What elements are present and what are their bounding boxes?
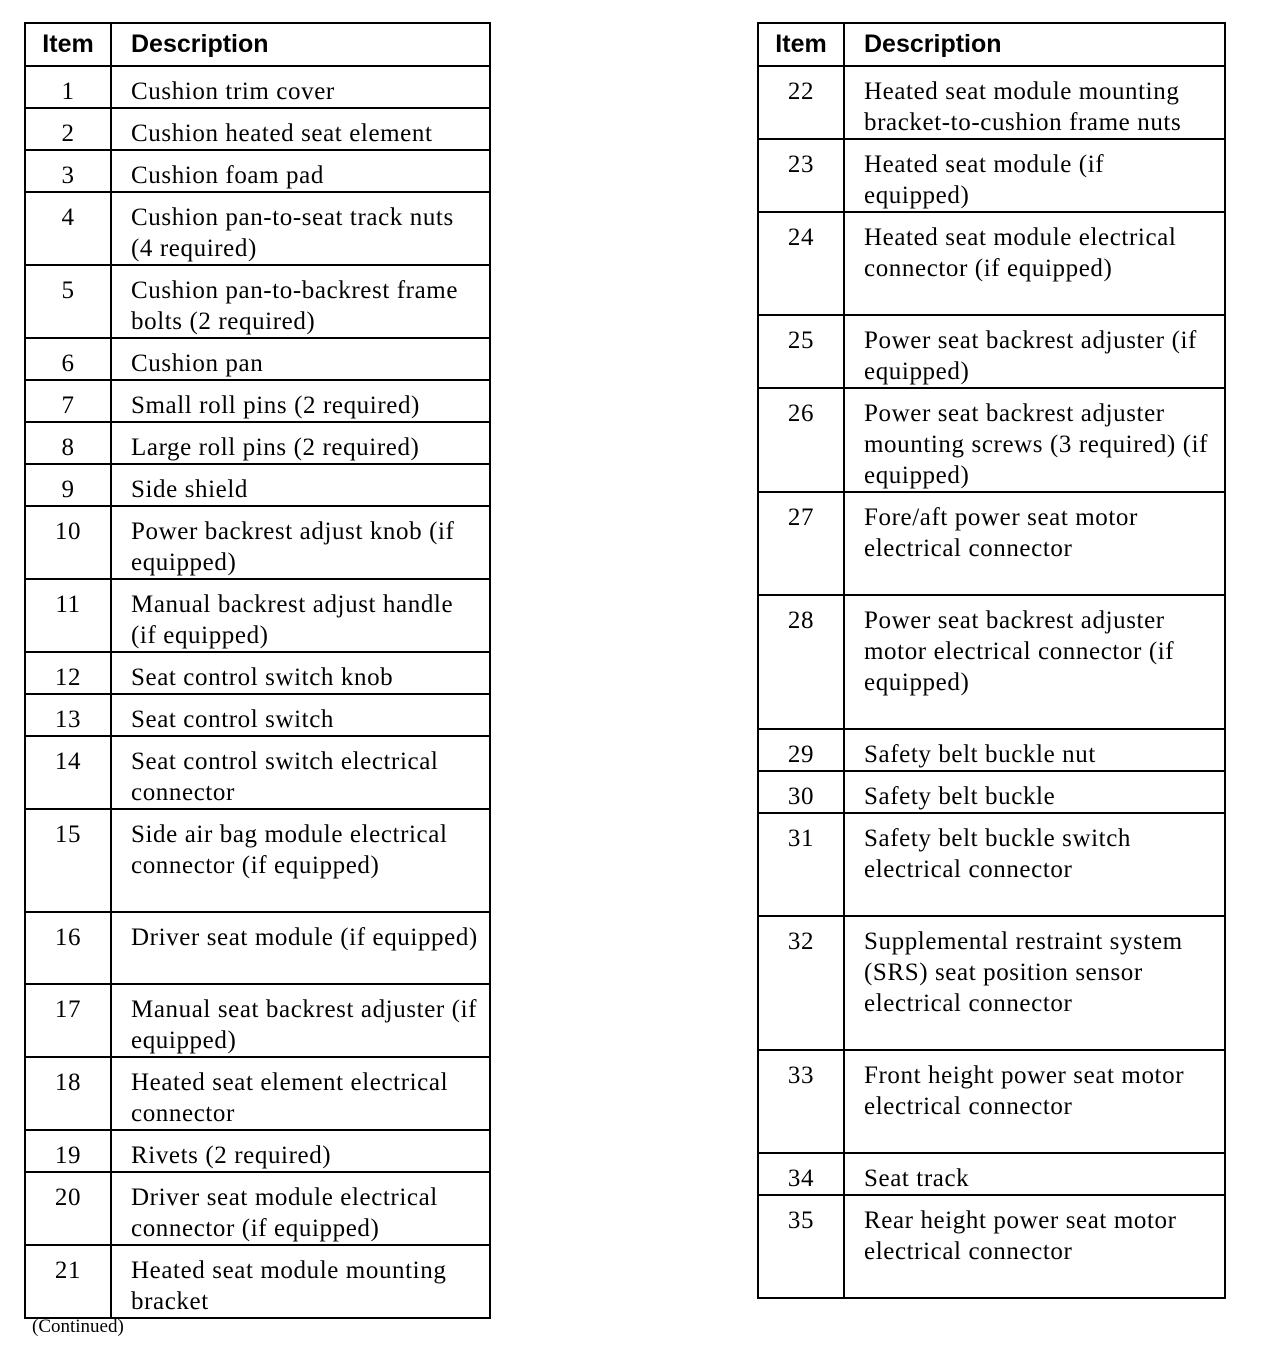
item-description: Side air bag module electrical connector (if equipped)	[111, 809, 490, 912]
item-description: Manual backrest adjust handle (if equipped)	[111, 579, 490, 652]
table-row	[25, 265, 490, 338]
item-description: Manual seat backrest adjuster (if equipped)	[111, 984, 490, 1057]
table-header-row	[758, 23, 1225, 66]
table-row	[758, 66, 1225, 139]
table-row	[25, 338, 490, 380]
item-column-header: Item	[25, 23, 111, 66]
parts-table-left	[24, 22, 491, 1319]
table-row	[758, 492, 1225, 595]
table-row	[25, 66, 490, 108]
item-number: 30	[758, 771, 844, 813]
table-row	[25, 506, 490, 579]
item-description: Heated seat module mounting bracket	[111, 1245, 490, 1318]
item-number: 26	[758, 388, 844, 492]
item-description: Cushion pan-to-seat track nuts (4 required)	[111, 192, 490, 265]
table-row	[758, 315, 1225, 388]
table-row	[758, 212, 1225, 315]
item-number: 16	[25, 912, 111, 984]
item-number: 7	[25, 380, 111, 422]
item-number: 3	[25, 150, 111, 192]
item-number: 33	[758, 1050, 844, 1153]
item-description: Cushion pan	[111, 338, 490, 380]
table-row	[25, 809, 490, 912]
item-description: Cushion heated seat element	[111, 108, 490, 150]
table-row	[25, 1057, 490, 1130]
item-number: 12	[25, 652, 111, 694]
item-description: Heated seat module electrical connector (if equipped)	[844, 212, 1225, 315]
item-description: Safety belt buckle	[844, 771, 1225, 813]
item-description: Seat control switch	[111, 694, 490, 736]
item-description: Power seat backrest adjuster (if equipped)	[844, 315, 1225, 388]
table-row	[758, 388, 1225, 492]
item-number: 19	[25, 1130, 111, 1172]
item-number: 8	[25, 422, 111, 464]
item-number: 29	[758, 729, 844, 771]
item-number: 4	[25, 192, 111, 265]
table-row	[25, 652, 490, 694]
item-number: 5	[25, 265, 111, 338]
item-number: 32	[758, 916, 844, 1050]
item-description: Driver seat module (if equipped)	[111, 912, 490, 984]
description-column-header: Description	[111, 23, 490, 66]
table-row	[25, 1245, 490, 1318]
item-description: Safety belt buckle nut	[844, 729, 1225, 771]
item-number: 17	[25, 984, 111, 1057]
table-row	[758, 813, 1225, 916]
item-description: Fore/aft power seat motor electrical connector	[844, 492, 1225, 595]
item-number: 15	[25, 809, 111, 912]
item-description: Seat control switch electrical connector	[111, 736, 490, 809]
item-description: Front height power seat motor electrical connector	[844, 1050, 1225, 1153]
table-row	[758, 139, 1225, 212]
item-number: 9	[25, 464, 111, 506]
continued-note: (Continued)	[32, 1316, 124, 1337]
item-number: 2	[25, 108, 111, 150]
item-number: 10	[25, 506, 111, 579]
item-number: 35	[758, 1195, 844, 1298]
table-row	[25, 912, 490, 984]
item-number: 27	[758, 492, 844, 595]
table-row	[758, 1153, 1225, 1195]
item-description: Heated seat module mounting bracket-to-cushion frame nuts	[844, 66, 1225, 139]
parts-table-right	[757, 22, 1226, 1299]
table-row	[25, 108, 490, 150]
item-description: Power seat backrest adjuster motor electrical connector (if equipped)	[844, 595, 1225, 729]
item-number: 25	[758, 315, 844, 388]
item-description: Power backrest adjust knob (if equipped)	[111, 506, 490, 579]
table-row	[25, 1172, 490, 1245]
table-row	[25, 736, 490, 809]
item-description: Small roll pins (2 required)	[111, 380, 490, 422]
item-description: Supplemental restraint system (SRS) seat position sensor electrical connector	[844, 916, 1225, 1050]
item-number: 1	[25, 66, 111, 108]
item-number: 23	[758, 139, 844, 212]
table-row	[758, 1195, 1225, 1298]
item-description: Rivets (2 required)	[111, 1130, 490, 1172]
table-row	[758, 1050, 1225, 1153]
item-column-header: Item	[758, 23, 844, 66]
table-row	[758, 771, 1225, 813]
item-description: Driver seat module electrical connector (if equipped)	[111, 1172, 490, 1245]
item-description: Seat control switch knob	[111, 652, 490, 694]
item-description: Side shield	[111, 464, 490, 506]
table-row	[25, 579, 490, 652]
table-row	[25, 464, 490, 506]
table-row	[25, 192, 490, 265]
table-row	[25, 422, 490, 464]
table-row	[25, 984, 490, 1057]
item-description: Cushion pan-to-backrest frame bolts (2 required)	[111, 265, 490, 338]
item-number: 6	[25, 338, 111, 380]
description-column-header: Description	[844, 23, 1225, 66]
item-description: Heated seat element electrical connector	[111, 1057, 490, 1130]
item-description: Cushion foam pad	[111, 150, 490, 192]
item-number: 24	[758, 212, 844, 315]
table-row	[758, 916, 1225, 1050]
item-description: Seat track	[844, 1153, 1225, 1195]
table-row	[25, 1130, 490, 1172]
item-number: 20	[25, 1172, 111, 1245]
table-row	[25, 380, 490, 422]
table-row	[758, 595, 1225, 729]
item-number: 13	[25, 694, 111, 736]
item-number: 28	[758, 595, 844, 729]
table-row	[25, 694, 490, 736]
item-number: 34	[758, 1153, 844, 1195]
item-number: 18	[25, 1057, 111, 1130]
item-description: Rear height power seat motor electrical connector	[844, 1195, 1225, 1298]
item-number: 21	[25, 1245, 111, 1318]
item-description: Large roll pins (2 required)	[111, 422, 490, 464]
item-number: 22	[758, 66, 844, 139]
table-row	[25, 150, 490, 192]
item-description: Heated seat module (if equipped)	[844, 139, 1225, 212]
item-number: 31	[758, 813, 844, 916]
item-description: Cushion trim cover	[111, 66, 490, 108]
item-description: Power seat backrest adjuster mounting screws (3 required) (if equipped)	[844, 388, 1225, 492]
item-number: 11	[25, 579, 111, 652]
item-number: 14	[25, 736, 111, 809]
table-header-row	[25, 23, 490, 66]
table-row	[758, 729, 1225, 771]
item-description: Safety belt buckle switch electrical connector	[844, 813, 1225, 916]
